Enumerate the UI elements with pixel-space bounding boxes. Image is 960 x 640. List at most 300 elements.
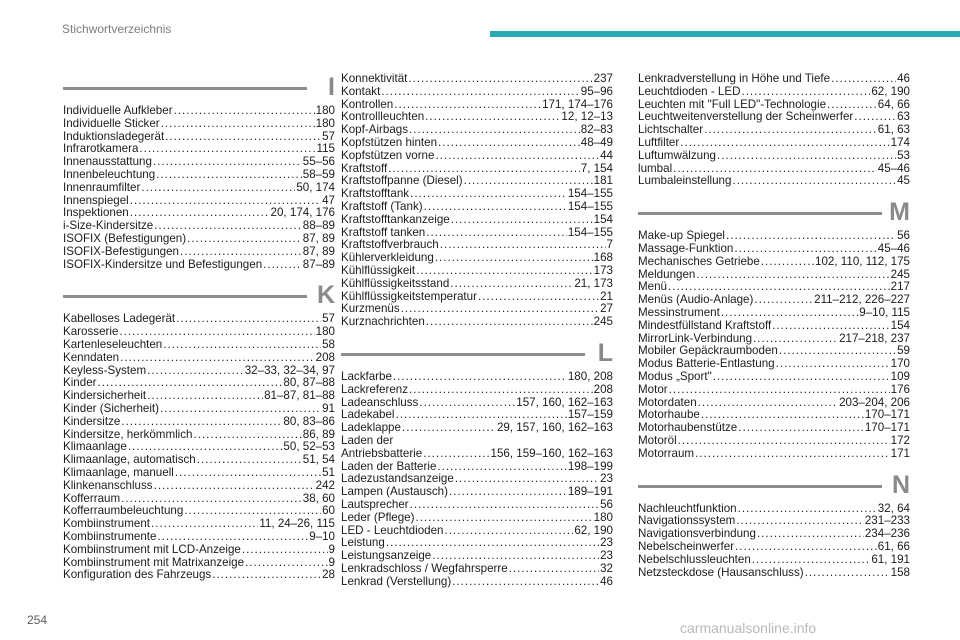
- entry-term: Kindersicherheit: [63, 389, 147, 403]
- entry-term: Modus Batterie-Entlastung: [638, 357, 775, 371]
- index-entry: [341, 201, 613, 214]
- dot-leader: [139, 143, 315, 156]
- section-rule: [638, 212, 882, 215]
- dot-leader: [680, 137, 889, 150]
- entry-term: Ladeanschluss: [341, 395, 419, 409]
- entry-pages: 208: [315, 350, 335, 364]
- entry-pages: 55–56: [302, 155, 335, 169]
- entry-term: Kopf-Airbags: [341, 123, 409, 137]
- entry-pages: 45–46: [877, 161, 910, 175]
- entry-pages: 95–96: [580, 84, 613, 98]
- entry-term: Menüs (Audio-Anlage): [638, 293, 754, 307]
- dot-leader: [732, 175, 896, 188]
- entry-term: Kombiinstrument mit LCD-Anzeige: [63, 542, 241, 556]
- index-entry: [63, 454, 335, 467]
- entry-pages: 171, 174–176: [542, 97, 613, 111]
- entry-pages: 45–46: [877, 241, 910, 255]
- dot-leader: [772, 320, 889, 333]
- section-letter: L: [597, 338, 613, 367]
- entry-term: Mechanisches Getriebe: [638, 254, 760, 268]
- entry-pages: 158: [890, 565, 910, 579]
- entry-term: Keyless-System: [63, 363, 147, 377]
- index-entry: [638, 528, 910, 541]
- dot-leader: [410, 499, 599, 512]
- entry-term: Individuelle Sticker: [63, 116, 160, 130]
- entry-pages: 180, 208: [567, 369, 613, 383]
- entry-term: Kombiinstrument: [63, 517, 150, 531]
- index-section: [63, 281, 335, 582]
- index-entry: [341, 86, 613, 99]
- entry-term: Innenraumfilter: [63, 180, 141, 194]
- index-column-3: [638, 73, 910, 593]
- entry-pages: 102, 110, 112, 175: [815, 254, 910, 268]
- entry-pages: 154: [890, 318, 910, 332]
- dot-leader: [416, 265, 593, 278]
- dot-leader: [698, 397, 838, 410]
- dot-leader: [437, 461, 566, 474]
- entry-pages: 63: [897, 110, 910, 124]
- index-entry: [63, 182, 335, 195]
- index-entry: [638, 384, 910, 397]
- entry-pages: 87–89: [302, 257, 335, 271]
- dot-leader: [426, 316, 593, 329]
- entry-pages: 154: [593, 212, 613, 226]
- entry-term: Lackreferenz: [341, 382, 409, 396]
- entry-term: Konfiguration des Fahrzeugs: [63, 568, 212, 582]
- dot-leader: [425, 111, 560, 124]
- index-section: [638, 470, 910, 580]
- entry-term: Kontakt: [341, 84, 381, 98]
- entry-term: Motorraum: [638, 446, 695, 460]
- index-entry: [638, 256, 910, 269]
- entry-term: Lenkrad (Verstellung): [341, 574, 452, 588]
- dot-leader: [165, 131, 321, 144]
- dot-leader: [212, 569, 321, 582]
- dot-leader: [175, 467, 321, 480]
- entry-term: Lackfarbe: [341, 369, 392, 383]
- entry-term: Klimaanlage, automatisch: [63, 453, 196, 467]
- entry-pages: 154–155: [567, 199, 613, 213]
- entry-term: Induktionsladegerät: [63, 129, 165, 143]
- entry-pages: 50, 174: [296, 180, 335, 194]
- index-entry: [341, 550, 613, 563]
- entry-term: Nebelscheinwerfer: [638, 539, 735, 553]
- dot-leader: [174, 105, 315, 118]
- entry-term: Kontrollen: [341, 97, 394, 111]
- entry-pages: 48–49: [580, 135, 613, 149]
- entry-term: Kühlflüssigkeitsstand: [341, 276, 450, 290]
- dot-leader: [161, 118, 315, 131]
- index-entry: [341, 448, 613, 461]
- entry-term: Nachleuchtfunktion: [638, 501, 737, 515]
- entry-term: Kraftstoffpanne (Diesel): [341, 174, 463, 188]
- dot-leader: [435, 252, 593, 265]
- entry-pages: 61, 63: [877, 123, 910, 137]
- index-entry: [341, 278, 613, 291]
- dot-leader: [147, 390, 263, 403]
- entry-term: Kinder: [63, 376, 97, 390]
- entry-pages: 38, 60: [302, 491, 335, 505]
- entry-pages: 32: [600, 561, 613, 575]
- entry-pages: 57: [322, 129, 335, 143]
- entry-term: Kühlerverkleidung: [341, 251, 434, 265]
- index-entry: [341, 316, 613, 329]
- entry-pages: 9: [328, 555, 335, 569]
- entry-pages: 56: [600, 497, 613, 511]
- entry-term: Innenspiegel: [63, 193, 129, 207]
- entry-pages: 86, 89: [302, 427, 335, 441]
- dot-leader: [156, 169, 302, 182]
- entry-pages: 9–10: [309, 529, 335, 543]
- entry-term: Motorhaube: [638, 408, 700, 422]
- index-entry: [63, 246, 335, 259]
- entry-pages: 87, 89: [302, 231, 335, 245]
- index-entry: [341, 214, 613, 227]
- index-entry: [638, 269, 910, 282]
- entry-pages: 21, 173: [574, 276, 613, 290]
- entry-pages: 9–10, 115: [859, 305, 910, 319]
- entry-pages: 32–33, 32–34, 97: [244, 363, 335, 377]
- section-header: [638, 470, 910, 501]
- index-section: [63, 73, 335, 271]
- dot-leader: [721, 307, 858, 320]
- index-entry: [63, 259, 335, 272]
- index-section: [341, 73, 613, 329]
- entry-term: Leistung: [341, 536, 385, 550]
- entry-term: Kombiinstrumente: [63, 529, 157, 543]
- index-entry: [341, 422, 613, 435]
- entry-term: Kontrollleuchten: [341, 110, 425, 124]
- dot-leader: [147, 365, 244, 378]
- entry-pages: 245: [890, 267, 910, 281]
- index-entry: [341, 576, 613, 589]
- entry-term: Kühlflüssigkeitstemperatur: [341, 289, 477, 303]
- index-entry: [638, 371, 910, 384]
- entry-term: Navigationssystem: [638, 514, 736, 528]
- entry-term: Konnektivität: [341, 72, 408, 85]
- entry-term: Leuchten mit "Full LED"-Technologie: [638, 97, 827, 111]
- entry-term: Kraftstoff (Tank): [341, 199, 423, 213]
- index-entry: [638, 307, 910, 320]
- section-header: [638, 198, 910, 228]
- entry-term: Kindersitze, herkömmlich: [63, 427, 193, 441]
- entry-term: Motoröl: [638, 433, 677, 447]
- dot-leader: [738, 503, 877, 516]
- entry-pages: 53: [897, 148, 910, 162]
- index-entry: [341, 137, 613, 150]
- index-section: [638, 73, 910, 188]
- entry-pages: 27: [600, 302, 613, 316]
- entry-term: Kopfstützen vorne: [341, 148, 435, 162]
- entry-pages: 154–155: [567, 225, 613, 239]
- entry-term: Antriebsbatterie: [341, 446, 423, 460]
- entry-term: Luftfilter: [638, 135, 680, 149]
- entry-pages: 180: [315, 325, 335, 339]
- dot-leader: [423, 448, 489, 461]
- entry-pages: 61, 191: [871, 552, 910, 566]
- entry-term: Menü: [638, 280, 668, 294]
- index-entry: [341, 499, 613, 512]
- page-header-title: Stichwortverzeichnis: [62, 22, 172, 36]
- entry-pages: 245: [593, 315, 613, 329]
- entry-term: Motorhaubenstütze: [638, 421, 738, 435]
- entry-term: Karosserie: [63, 325, 119, 339]
- entry-term: Kofferraumbeleuchtung: [63, 504, 184, 518]
- entry-term: Mobiler Gepäckraumboden: [638, 344, 778, 358]
- entry-pages: 231–233: [864, 514, 910, 528]
- index-entry: [638, 243, 910, 256]
- dot-leader: [704, 124, 877, 137]
- index-entry: [341, 265, 613, 278]
- entry-pages: 58–59: [302, 167, 335, 181]
- section-rule: [63, 295, 307, 298]
- dot-leader: [444, 525, 573, 538]
- entry-term: Ladekabel: [341, 408, 395, 422]
- header-accent-bar: [490, 31, 960, 37]
- entry-pages: 64, 66: [877, 97, 910, 111]
- index-entry: [341, 563, 613, 576]
- index-entry: [638, 448, 910, 461]
- index-entry: [63, 233, 335, 246]
- entry-pages: 62, 190: [871, 84, 910, 98]
- dot-leader: [734, 243, 876, 256]
- dot-leader: [157, 531, 308, 544]
- entry-term: Lumbaleinstellung: [638, 174, 732, 188]
- entry-pages: 170–171: [864, 408, 910, 422]
- index-entry: [638, 422, 910, 435]
- entry-term: Kraftstoffverbrauch: [341, 238, 439, 252]
- entry-pages: 217–218, 237: [839, 331, 910, 345]
- entry-pages: 45: [897, 174, 910, 188]
- entry-term: Kartenleseleuchten: [63, 337, 163, 351]
- entry-term: Klimaanlage: [63, 440, 127, 454]
- entry-pages: 59: [897, 344, 910, 358]
- entry-pages: 173: [593, 263, 613, 277]
- entry-term: Luftumwälzung: [638, 148, 716, 162]
- entry-term: Kinder (Sicherheit): [63, 401, 160, 415]
- section-header: [63, 281, 335, 311]
- entry-term: Mindestfüllstand Kraftstoff: [638, 318, 772, 332]
- index-entry: [63, 467, 335, 480]
- dot-leader: [435, 150, 599, 163]
- entry-pages: 242: [315, 478, 335, 492]
- index-entry: [638, 541, 910, 554]
- entry-term: Leuchtdioden - LED: [638, 84, 741, 98]
- entry-term: lumbal: [638, 161, 673, 175]
- entry-term: Lampen (Austausch): [341, 485, 448, 499]
- entry-term: Nebelschlussleuchten: [638, 552, 751, 566]
- section-letter: K: [316, 281, 335, 310]
- entry-term: MirrorLink-Verbindung: [638, 331, 753, 345]
- entry-pages: 170–171: [864, 421, 910, 435]
- dot-leader: [409, 384, 593, 397]
- index-entry: [638, 137, 910, 150]
- index-entry: [341, 371, 613, 384]
- entry-pages: 23: [600, 536, 613, 550]
- section-letter: N: [891, 470, 910, 499]
- entry-term: Innenausstattung: [63, 155, 152, 169]
- entry-pages: 157–159: [567, 408, 613, 422]
- entry-term: Kopfstützen hinten: [341, 135, 438, 149]
- dot-leader: [451, 214, 593, 227]
- dot-leader: [176, 313, 321, 326]
- dot-leader: [695, 448, 890, 461]
- dot-leader: [438, 137, 580, 150]
- entry-term: Netzsteckdose (Hausanschluss): [638, 565, 804, 579]
- index-entry: [63, 480, 335, 493]
- entry-term: Kabelloses Ladegerät: [63, 312, 176, 326]
- dot-leader: [717, 150, 896, 163]
- index-entry: [63, 169, 335, 182]
- dot-leader: [805, 567, 890, 580]
- entry-term: Leistungsanzeige: [341, 549, 432, 563]
- dot-leader: [831, 73, 896, 86]
- dot-leader: [245, 557, 327, 570]
- entry-pages: 20, 174, 176: [270, 206, 335, 220]
- index-entry: [63, 416, 335, 429]
- dot-leader: [754, 294, 813, 307]
- entry-term: Navigationsverbindung: [638, 527, 756, 541]
- dot-leader: [776, 358, 890, 371]
- dot-leader: [408, 73, 592, 86]
- index-entry: [63, 544, 335, 557]
- section-header: [63, 73, 335, 103]
- dot-leader: [393, 371, 567, 384]
- entry-term: ISOFIX-Befestigungen: [63, 244, 179, 258]
- dot-leader: [752, 554, 871, 567]
- index-entry: [63, 352, 335, 365]
- entry-term: Ladeklappe: [341, 421, 401, 435]
- entry-term: Motor: [638, 382, 668, 396]
- entry-pages: 50, 52–53: [283, 440, 335, 454]
- entry-pages: 7, 154: [580, 161, 613, 175]
- entry-pages: 29, 157, 160, 162–163: [496, 421, 613, 435]
- entry-term: Infrarotkamera: [63, 142, 139, 156]
- entry-term: Meldungen: [638, 267, 696, 281]
- dot-leader: [197, 454, 302, 467]
- entry-pages: 180: [593, 510, 613, 524]
- index-entry: [341, 512, 613, 525]
- entry-pages: 170: [890, 357, 910, 371]
- index-column-2: [341, 73, 613, 602]
- entry-pages: 172: [890, 433, 910, 447]
- entry-pages: 234–236: [864, 527, 910, 541]
- entry-term: Make-up Spiegel: [638, 229, 726, 243]
- index-entry: [638, 73, 910, 86]
- entry-term: ISOFIX (Befestigungen): [63, 231, 187, 245]
- entry-term: Massage-Funktion: [638, 241, 734, 255]
- entry-term: Kraftstoff: [341, 161, 388, 175]
- entry-pages: 156, 159–160, 162–163: [490, 446, 613, 460]
- section-rule: [341, 353, 585, 356]
- entry-pages: 21: [600, 289, 613, 303]
- entry-term: Klimaanlage, manuell: [63, 465, 174, 479]
- entry-pages: 57: [322, 312, 335, 326]
- index-entry: [341, 435, 613, 448]
- entry-term: Kindersitze: [63, 414, 121, 428]
- entry-term: Motordaten: [638, 395, 697, 409]
- entry-term: Leder (Pflege): [341, 510, 415, 524]
- index-entry: [638, 320, 910, 333]
- dot-leader: [757, 528, 864, 541]
- entry-pages: 51, 54: [302, 453, 335, 467]
- entry-pages: 176: [890, 382, 910, 396]
- entry-pages: 174: [890, 135, 910, 149]
- index-entry: [638, 554, 910, 567]
- entry-term: Lautsprecher: [341, 497, 409, 511]
- dot-leader: [678, 435, 890, 448]
- entry-pages: 80, 83–86: [283, 414, 335, 428]
- dot-leader: [738, 422, 864, 435]
- entry-pages: 171: [890, 446, 910, 460]
- entry-term: Kurznachrichten: [341, 315, 425, 329]
- entry-pages: 44: [600, 148, 613, 162]
- index-entry: [341, 384, 613, 397]
- entry-term: Modus „Sport": [638, 369, 712, 383]
- entry-pages: 82–83: [580, 123, 613, 137]
- dot-leader: [450, 278, 573, 291]
- page-number: 254: [27, 613, 48, 627]
- entry-term: Laden der Batterie: [341, 459, 437, 473]
- entry-term: Laden der: [341, 433, 394, 447]
- section-letter: M: [889, 198, 910, 227]
- dot-leader: [401, 303, 599, 316]
- entry-pages: 81–87, 81–88: [264, 389, 335, 403]
- index-entry: [63, 118, 335, 131]
- dot-leader: [449, 486, 567, 499]
- dot-leader: [713, 371, 890, 384]
- dot-leader: [415, 512, 592, 525]
- entry-pages: 180: [315, 104, 335, 117]
- dot-leader: [669, 384, 890, 397]
- entry-term: LED - Leuchtdioden: [341, 523, 444, 537]
- dot-leader: [432, 550, 599, 563]
- entry-term: Kraftstofftankanzeige: [341, 212, 450, 226]
- dot-leader: [509, 563, 599, 576]
- dot-leader: [440, 239, 606, 252]
- entry-pages: 157, 160, 162–163: [516, 395, 613, 409]
- entry-term: Kraftstoff tanken: [341, 225, 426, 239]
- entry-pages: 198–199: [567, 459, 613, 473]
- entry-term: i-Size-Kindersitze: [63, 219, 154, 233]
- index-entry: [638, 150, 910, 163]
- dot-leader: [263, 259, 302, 272]
- dot-leader: [696, 269, 889, 282]
- entry-term: Inspektionen: [63, 206, 129, 220]
- dot-leader: [121, 416, 282, 429]
- dot-leader: [153, 156, 302, 169]
- entry-pages: 32, 64: [877, 501, 910, 515]
- entry-pages: 9: [328, 542, 335, 556]
- dot-leader: [402, 422, 496, 435]
- entry-pages: 203–204, 206: [839, 395, 910, 409]
- dot-leader: [154, 480, 315, 493]
- section-letter: I: [328, 73, 335, 101]
- dot-leader: [141, 182, 295, 195]
- entry-pages: 46: [897, 72, 910, 85]
- entry-term: Kofferraum: [63, 491, 121, 505]
- index-entry: [638, 567, 910, 580]
- entry-term: Ladezustandsanzeige: [341, 472, 454, 486]
- dot-leader: [452, 576, 599, 589]
- entry-pages: 7: [606, 238, 613, 252]
- dot-leader: [180, 246, 302, 259]
- dot-leader: [160, 403, 321, 416]
- entry-pages: 58: [322, 337, 335, 351]
- entry-pages: 12, 12–13: [561, 110, 613, 124]
- entry-term: Kühlflüssigkeit: [341, 263, 416, 277]
- entry-term: Lenkradverstellung in Höhe und Tiefe: [638, 72, 831, 85]
